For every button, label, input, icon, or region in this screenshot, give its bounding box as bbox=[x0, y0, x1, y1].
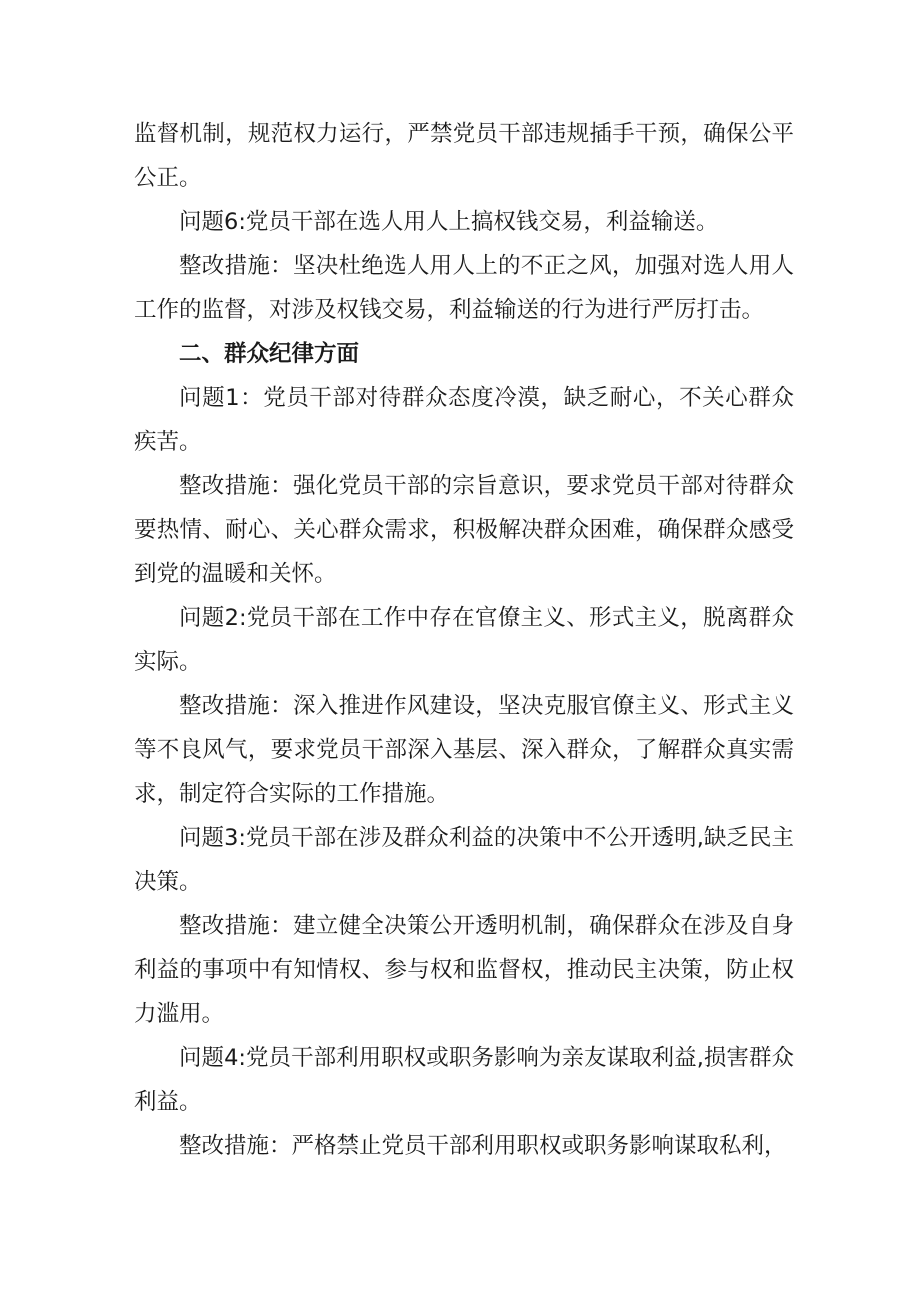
document-page bbox=[134, 112, 794, 1168]
rectification-measure: 整改措施：严格禁止党员干部利用职权或职务影响谋取私利， bbox=[179, 1133, 787, 1159]
paragraph-continuation: 监督机制，规范权力运行，严禁党员干部违规插手干预，确保公平公正。 bbox=[134, 121, 794, 191]
rectification-measure: 整改措施：强化党员干部的宗旨意识，要求党员干部对待群众要热情、耐心、关心群众需求，积极解决群众困难，确保群众感受到党的温暖和关怀。 bbox=[134, 473, 794, 587]
rectification-measure: 整改措施：深入推进作风建设，坚决克服官僚主义、形式主义等不良风气，要求党员干部深入基层、深入群众，了解群众真实需求，制定符合实际的工作措施。 bbox=[134, 693, 794, 807]
problem-6: 问题6:党员干部在选人用人上搞权钱交易，利益输送。 bbox=[179, 209, 719, 235]
problem-2: 问题2:党员干部在工作中存在官僚主义、形式主义，脱离群众实际。 bbox=[134, 605, 794, 675]
section-heading: 二、群众纪律方面 bbox=[179, 341, 360, 367]
problem-1: 问题1：党员干部对待群众态度冷漠，缺乏耐心，不关心群众疾苦。 bbox=[134, 385, 794, 455]
problem-3: 问题3:党员干部在涉及群众利益的决策中不公开透明,缺乏民主决策。 bbox=[134, 825, 794, 895]
rectification-measure: 整改措施：建立健全决策公开透明机制，确保群众在涉及自身利益的事项中有知情权、参与权和监督权，推动民主决策，防止权力滥用。 bbox=[134, 913, 794, 1027]
rectification-measure: 整改措施：坚决杜绝选人用人上的不正之风，加强对选人用人工作的监督，对涉及权钱交易，利益输送的行为进行严厉打击。 bbox=[134, 253, 794, 323]
problem-4: 问题4:党员干部利用职权或职务影响为亲友谋取利益,损害群众利益。 bbox=[134, 1045, 794, 1115]
